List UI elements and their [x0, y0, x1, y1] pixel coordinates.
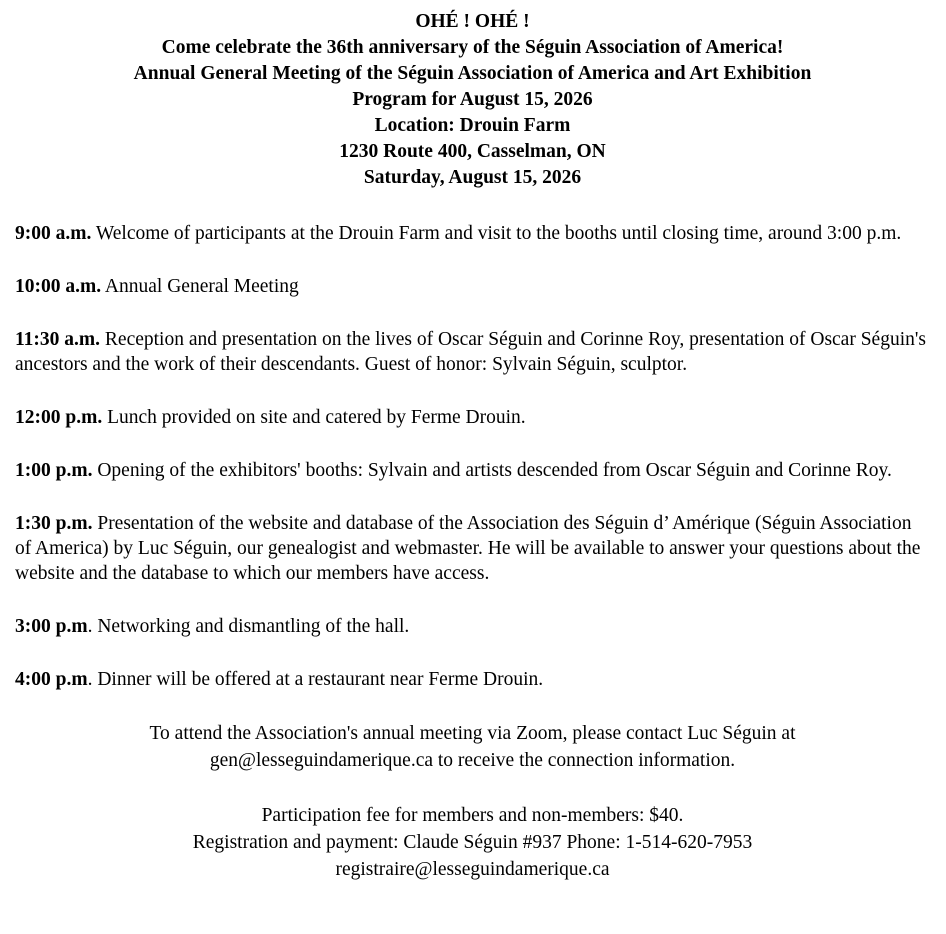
schedule-time: 12:00 p.m.: [15, 407, 103, 428]
registration-info: [15, 802, 930, 883]
header-line-ohe: OHÉ ! OHÉ !: [415, 11, 530, 32]
header-line-day-date: Saturday, August 15, 2026: [363, 167, 582, 188]
schedule-item: [15, 614, 930, 639]
header-line-location: Location: Drouin Farm: [374, 115, 571, 136]
schedule-item: [15, 327, 930, 377]
header-line-program-date: Program for August 15, 2026: [352, 89, 593, 110]
schedule-description: Welcome of participants at the Drouin Farm and visit to the booths until closing time, around 3:00 p.m.: [91, 223, 902, 244]
schedule-item: [15, 274, 930, 299]
document-header: [15, 9, 930, 191]
header-line-celebrate: Come celebrate the 36th anniversary of the Séguin Association of America!: [161, 37, 784, 58]
schedule-description: Annual General Meeting: [101, 276, 299, 297]
schedule-time: 9:00 a.m.: [15, 223, 92, 244]
zoom-note-line: gen@lesseguindamerique.ca to receive the connection information.: [209, 750, 736, 771]
header-line-meeting-title: Annual General Meeting of the Séguin Association of America and Art Exhibition: [133, 63, 812, 84]
header-line-address: 1230 Route 400, Casselman, ON: [339, 141, 606, 162]
schedule-item: [15, 458, 930, 483]
schedule-time: 1:00 p.m.: [15, 460, 93, 481]
zoom-note-line: To attend the Association's annual meeting via Zoom, please contact Luc Séguin at: [149, 723, 796, 744]
schedule-description: Opening of the exhibitors' booths: Sylvain and artists descended from Oscar Séguin and Corinne Roy.: [92, 460, 892, 481]
schedule-item: [15, 221, 930, 246]
registration-email-line: registraire@lesseguindamerique.ca: [335, 859, 610, 880]
schedule-time: 4:00 p.m: [15, 669, 88, 690]
schedule-description: . Networking and dismantling of the hall.: [87, 616, 410, 637]
schedule: [15, 221, 930, 692]
zoom-note: [15, 720, 930, 774]
schedule-time: 1:30 p.m.: [15, 513, 93, 534]
schedule-item: [15, 511, 930, 586]
schedule-time: 3:00 p.m: [15, 616, 88, 637]
registration-fee-line: Participation fee for members and non-members: $40.: [261, 805, 684, 826]
schedule-item: [15, 405, 930, 430]
registration-contact-line: Registration and payment: Claude Séguin #937 Phone: 1-514-620-7953: [192, 832, 753, 853]
schedule-time: 10:00 a.m.: [15, 276, 102, 297]
schedule-item: [15, 667, 930, 692]
schedule-time: 11:30 a.m.: [15, 329, 101, 350]
schedule-description: Lunch provided on site and catered by Ferme Drouin.: [102, 407, 526, 428]
schedule-description: . Dinner will be offered at a restaurant near Ferme Drouin.: [87, 669, 544, 690]
schedule-description: Reception and presentation on the lives of Oscar Séguin and Corinne Roy, presentation of Oscar Séguin's ancestors and the work of their descendants. Guest of honor: Sylvain Séguin, sculptor.: [15, 329, 926, 375]
schedule-description: Presentation of the website and database of the Association des Séguin d’ Amérique (Séguin Association of America) by Luc Séguin, our genealogist and webmaster. He will be available to answer your questions about the website and the database to which our members have access.: [15, 513, 921, 584]
